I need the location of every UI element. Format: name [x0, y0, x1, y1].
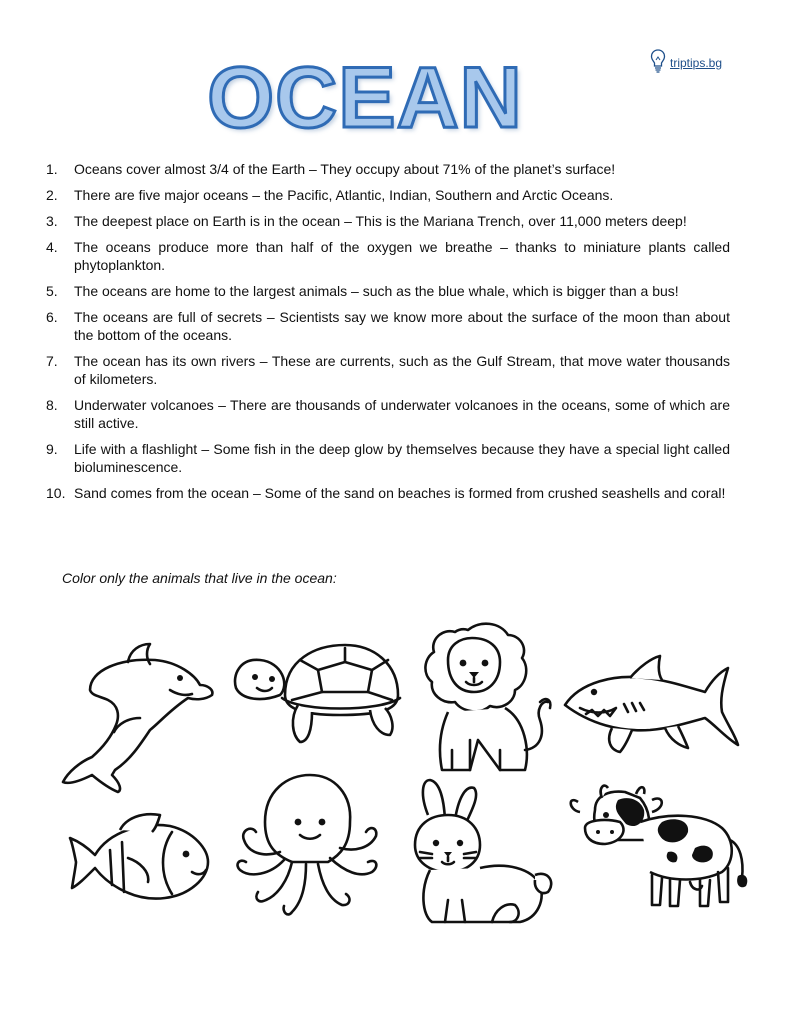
fact-number: 9. — [46, 441, 58, 457]
shark-drawing[interactable] — [565, 656, 738, 752]
fact-item — [46, 186, 730, 204]
lion-drawing[interactable] — [425, 624, 550, 770]
fact-item — [46, 396, 730, 432]
fact-number: 3. — [46, 213, 58, 229]
fact-item — [46, 160, 730, 178]
dolphin-drawing[interactable] — [63, 644, 212, 792]
fact-item — [46, 484, 730, 502]
fact-text: Life with a flashlight – Some fish in the deep glow by themselves because they have a special light called bioluminescence. — [74, 441, 730, 475]
fact-item — [46, 282, 730, 300]
rabbit-drawing[interactable] — [415, 780, 551, 922]
fact-number: 10. — [46, 485, 66, 501]
fact-item — [46, 238, 730, 274]
animal-coloring-grid — [0, 600, 791, 960]
fact-item — [46, 212, 730, 230]
octopus-drawing[interactable] — [238, 775, 377, 914]
fact-item — [46, 308, 730, 344]
fact-text: The oceans are full of secrets – Scientists say we know more about the surface of the moon than about the bottom of the oceans. — [74, 309, 730, 343]
fact-text: Sand comes from the ocean – Some of the sand on beaches is formed from crushed seashells and coral! — [74, 485, 726, 501]
fact-number: 8. — [46, 397, 58, 413]
fact-number: 2. — [46, 187, 58, 203]
fact-text: The oceans produce more than half of the oxygen we breathe – thanks to miniature plants called phytoplankton. — [74, 239, 730, 273]
fact-number: 1. — [46, 161, 58, 177]
lightbulb-icon — [650, 48, 666, 79]
fact-number: 4. — [46, 239, 58, 255]
fact-text: Oceans cover almost 3/4 of the Earth – They occupy about 71% of the planet’s surface! — [74, 161, 616, 177]
ocean-facts-list — [46, 160, 730, 510]
fact-item — [46, 352, 730, 388]
fact-number: 6. — [46, 309, 58, 325]
fact-text: The ocean has its own rivers – These are currents, such as the Gulf Stream, that move water thousands of kilometers. — [74, 353, 730, 387]
logo-link-text[interactable]: triptips.bg — [670, 56, 723, 70]
fact-text: The deepest place on Earth is in the ocean – This is the Mariana Trench, over 11,000 meters deep! — [74, 213, 687, 229]
fact-text: Underwater volcanoes – There are thousands of underwater volcanoes in the oceans, some of which are still active. — [74, 397, 730, 431]
triptips-logo[interactable] — [650, 49, 722, 77]
fact-item — [46, 440, 730, 476]
fact-text: The oceans are home to the largest animals – such as the blue whale, which is bigger than a bus! — [74, 283, 679, 299]
page-title: OCEAN — [207, 50, 523, 146]
fact-text: There are five major oceans – the Pacific, Atlantic, Indian, Southern and Arctic Oceans. — [74, 187, 614, 203]
cow-drawing[interactable] — [571, 786, 748, 906]
turtle-drawing[interactable] — [235, 645, 400, 742]
coloring-instruction: Color only the animals that live in the ocean: — [62, 570, 337, 586]
fact-number: 7. — [46, 353, 58, 369]
fish-drawing[interactable] — [70, 814, 208, 898]
fact-number: 5. — [46, 283, 58, 299]
